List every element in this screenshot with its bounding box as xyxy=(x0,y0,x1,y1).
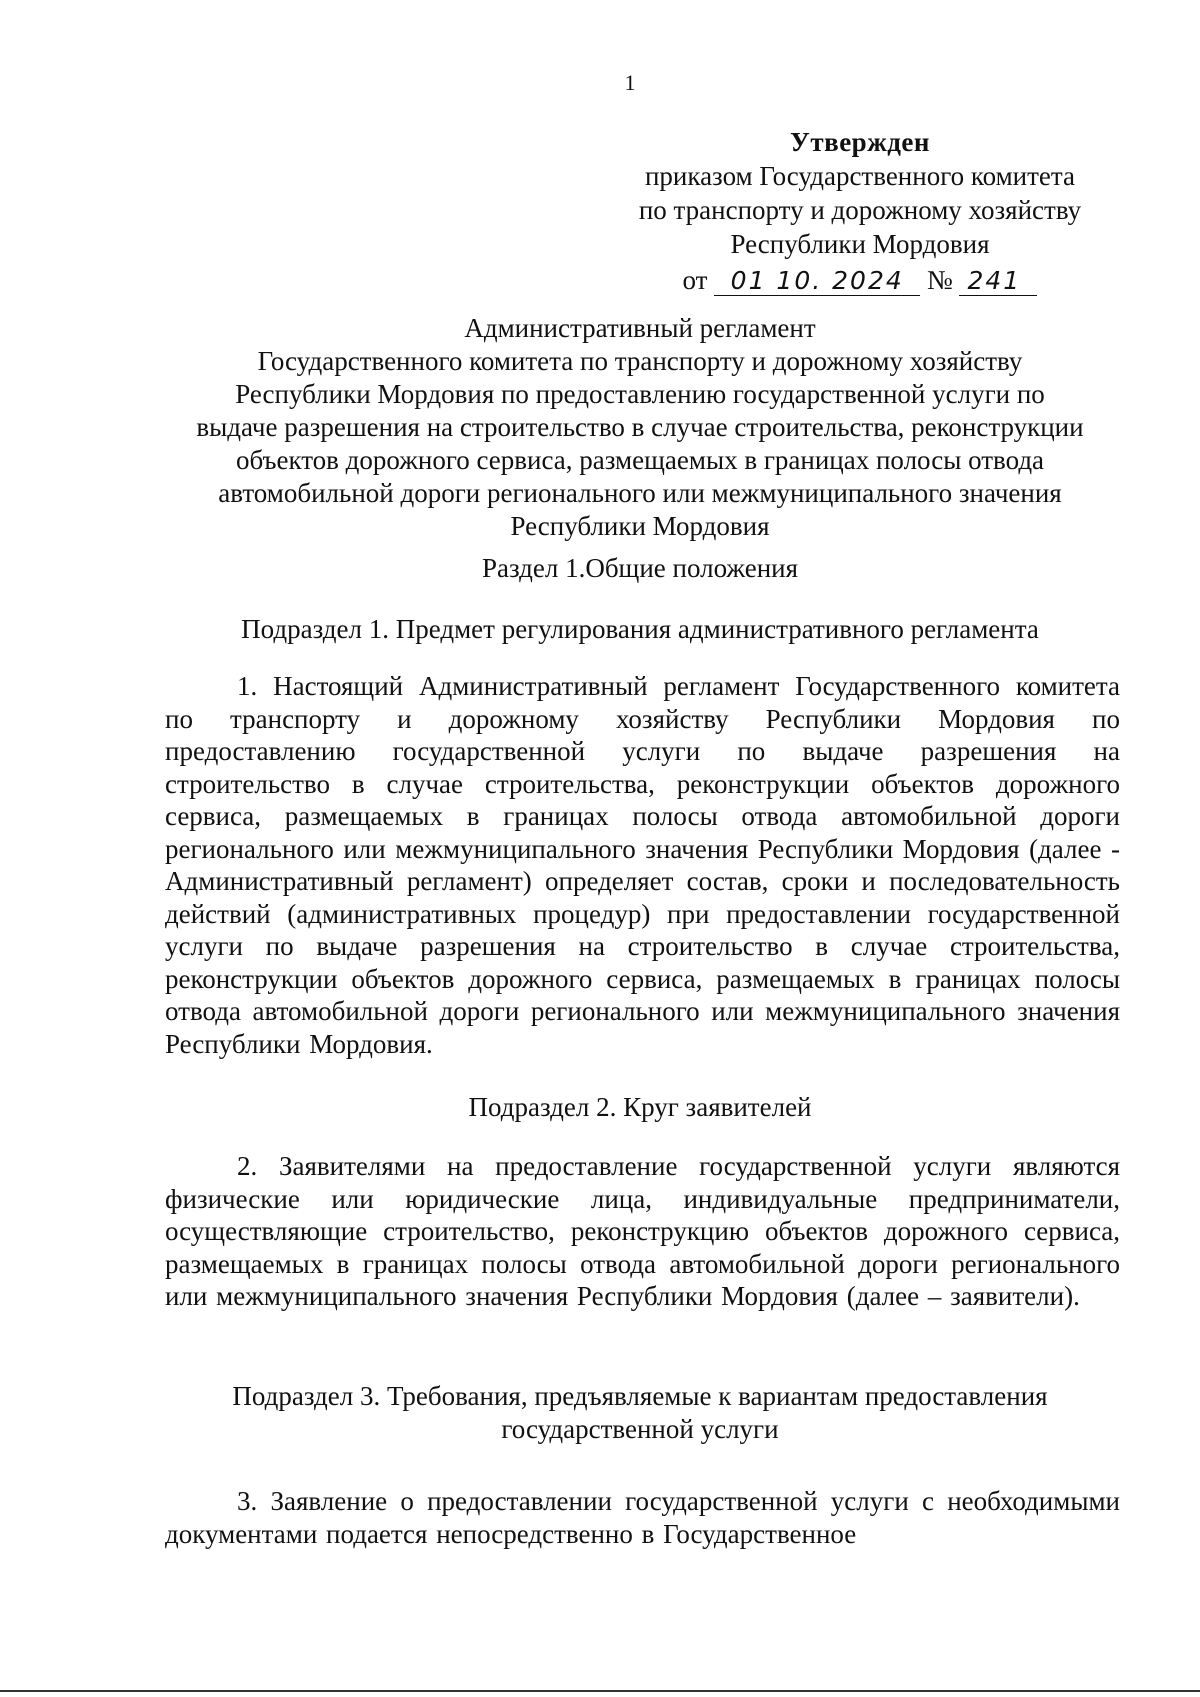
title-line-6: автомобильной дороги регионального или межмуниципального значения xyxy=(218,478,1062,508)
title-line-2: Государственного комитета по транспорту и дорожному хозяйству xyxy=(257,346,1023,376)
handwritten-number: 241 xyxy=(959,267,1037,296)
title-line-4: выдаче разрешения на строительство в случае строительства, реконструкции xyxy=(196,412,1084,442)
approval-stamp-block xyxy=(600,125,1120,297)
subsection-3-heading xyxy=(140,1380,1140,1446)
paragraph-2: 2. Заявителями на предоставление государственной услуги являются физические или юридические лица, индивидуальные предприниматели, осуществляющие строительство, реконструкцию объектов дорожного сервиса, размещаемых в границах полосы отвода автомобильной дороги регионального или межмуниципального значения Республики Мордовия (далее – заявители). xyxy=(165,1151,1120,1311)
subsection-2-heading: Подраздел 2. Круг заявителей xyxy=(468,1092,812,1122)
approval-title: Утвержден xyxy=(790,127,930,157)
approval-date-line xyxy=(600,263,1120,297)
title-line-1: Административный регламент xyxy=(464,313,816,343)
page-number: 1 xyxy=(624,70,636,95)
date-prefix: от xyxy=(682,265,708,295)
approval-line-2: по транспорту и дорожному хозяйству xyxy=(638,195,1082,225)
number-prefix: № xyxy=(926,265,953,295)
approval-line-1: приказом Государственного комитета xyxy=(644,161,1076,191)
title-line-5: объектов дорожного сервиса, размещаемых в границах полосы отвода xyxy=(235,445,1045,475)
section-1-heading: Раздел 1.Общие положения xyxy=(481,553,799,583)
subsection-1-heading: Подраздел 1. Предмет регулирования административного регламента xyxy=(241,614,1039,644)
approval-line-3: Республики Мордовия xyxy=(730,229,990,259)
page-bottom-edge xyxy=(0,1690,1200,1692)
title-line-3: Республики Мордовия по предоставлению государственной услуги по xyxy=(235,379,1045,409)
handwritten-date: 01 10. 2024 xyxy=(714,267,920,296)
subsection-3-heading-line-1: Подраздел 3. Требования, предъявляемые к вариантам предоставления xyxy=(232,1381,1048,1411)
paragraph-1: 1. Настоящий Административный регламент Государственного комитета по транспорту и дорожному хозяйству Республики Мордовия по предоставлению государственной услуги по выдаче разрешения на строительство в случае строительства, реконструкции объектов дорожного сервиса, размещаемых в границах полосы отвода автомобильной дороги регионального или межмуниципального значения Республики Мордовия (далее - Административный регламент) определяет состав, сроки и последовательность действий (административных процедур) при предоставлении государственной услуги по выдаче разрешения на строительство в случае строительства, реконструкции объектов дорожного сервиса, размещаемых в границах полосы отвода автомобильной дороги регионального или межмуниципального значения Республики Мордовия. xyxy=(165,671,1120,1059)
document-title xyxy=(140,312,1140,543)
subsection-3-heading-line-2: государственной услуги xyxy=(501,1414,779,1444)
paragraph-3: 3. Заявление о предоставлении государственной услуги с необходимыми документами подается непосредственно в Государственное xyxy=(165,1486,1120,1549)
title-line-7: Республики Мордовия xyxy=(510,511,770,541)
